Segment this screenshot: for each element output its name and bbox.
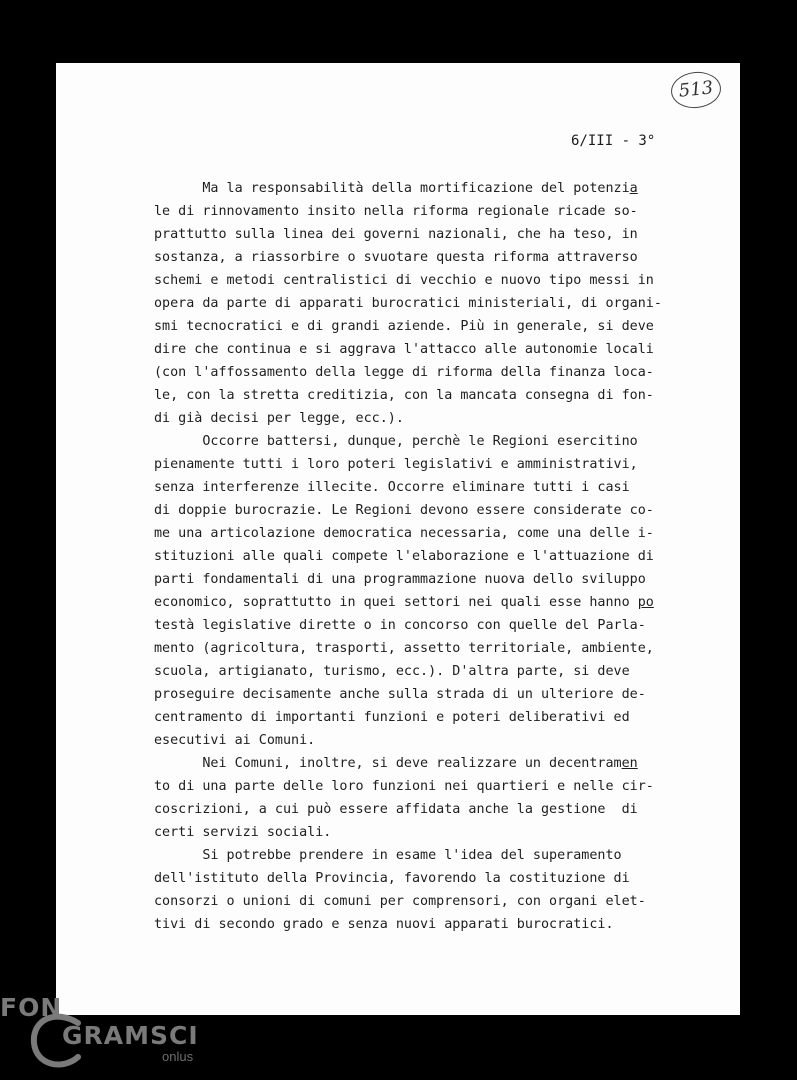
underlined-text: en: [621, 756, 638, 771]
underlined-text: po: [637, 595, 654, 610]
text-line: coscrizioni, a cui può essere affidata anche la gestione di: [154, 802, 638, 817]
text-line: pienamente tutti i loro poteri legislativi e amministrativi,: [154, 457, 638, 472]
text-line: testà legislative dirette o in concorso con quelle del Parla-: [154, 618, 646, 633]
text-line: Occorre battersi, dunque, perchè le Regioni esercitino: [154, 434, 638, 449]
underlined-text: a: [629, 181, 638, 196]
text-line: economico, soprattutto in quei settori nei quali esse hanno po: [154, 595, 654, 610]
text-line: stituzioni alle quali compete l'elaborazione e l'attuazione di: [154, 549, 654, 564]
text-line: esecutivi ai Comuni.: [154, 733, 316, 748]
archive-watermark: [0, 985, 230, 1080]
text-line: di già decisi per legge, ecc.).: [154, 411, 404, 426]
text-line: to di una parte delle loro funzioni nei quartieri e nelle cir-: [154, 779, 654, 794]
watermark-text-top: FON: [0, 993, 63, 1022]
text-line: dell'istituto della Provincia, favorendo la costituzione di: [154, 871, 630, 886]
text-line: sostanza, a riassorbire o svuotare questa riforma attraverso: [154, 250, 638, 265]
archive-page-number: 513: [669, 69, 722, 110]
text-line: me una articolazione democratica necessaria, come una delle i-: [154, 526, 654, 541]
text-line: proseguire decisamente anche sulla strada di un ulteriore de-: [154, 687, 646, 702]
text-line: scuola, artigianato, turismo, ecc.). D'altra parte, si deve: [154, 664, 630, 679]
text-line: Nei Comuni, inoltre, si deve realizzare un decentramen: [154, 756, 638, 771]
text-line: dire che continua e si aggrava l'attacco alle autonomie locali: [154, 342, 654, 357]
text-line: schemi e metodi centralistici di vecchio e nuovo tipo messi in: [154, 273, 654, 288]
text-line: certi servizi sociali.: [154, 825, 332, 840]
text-line: Si potrebbe prendere in esame l'idea del superamento: [154, 848, 622, 863]
text-line: tivi di secondo grado e senza nuovi apparati burocratici.: [154, 917, 614, 932]
text-line: mento (agricoltura, trasporti, assetto territoriale, ambiente,: [154, 641, 654, 656]
text-line: centramento di importanti funzioni e poteri deliberativi ed: [154, 710, 630, 725]
text-line: le di rinnovamento insito nella riforma regionale ricade so-: [154, 204, 638, 219]
text-line: (con l'affossamento della legge di riforma della finanza loca-: [154, 365, 654, 380]
text-line: opera da parte di apparati burocratici ministeriali, di organi-: [154, 296, 662, 311]
text-line: di doppie burocrazie. Le Regioni devono essere considerate co-: [154, 503, 654, 518]
text-line: prattutto sulla linea dei governi nazionali, che ha teso, in: [154, 227, 638, 242]
watermark-text-main: GRAMSCI: [62, 1021, 199, 1050]
text-line: senza interferenze illecite. Occorre eliminare tutti i casi: [154, 480, 630, 495]
page-reference: 6/III - 3°: [571, 133, 656, 149]
watermark-text-suffix: onlus: [162, 1049, 194, 1064]
text-line: Ma la responsabilità della mortificazione del potenzia: [154, 181, 638, 196]
text-line: consorzi o unioni di comuni per comprensori, con organi elet-: [154, 894, 646, 909]
document-body: [154, 177, 662, 936]
text-line: le, con la stretta creditizia, con la mancata consegna di fon-: [154, 388, 654, 403]
text-line: smi tecnocratici e di grandi aziende. Più in generale, si deve: [154, 319, 654, 334]
text-line: parti fondamentali di una programmazione nuova dello sviluppo: [154, 572, 646, 587]
